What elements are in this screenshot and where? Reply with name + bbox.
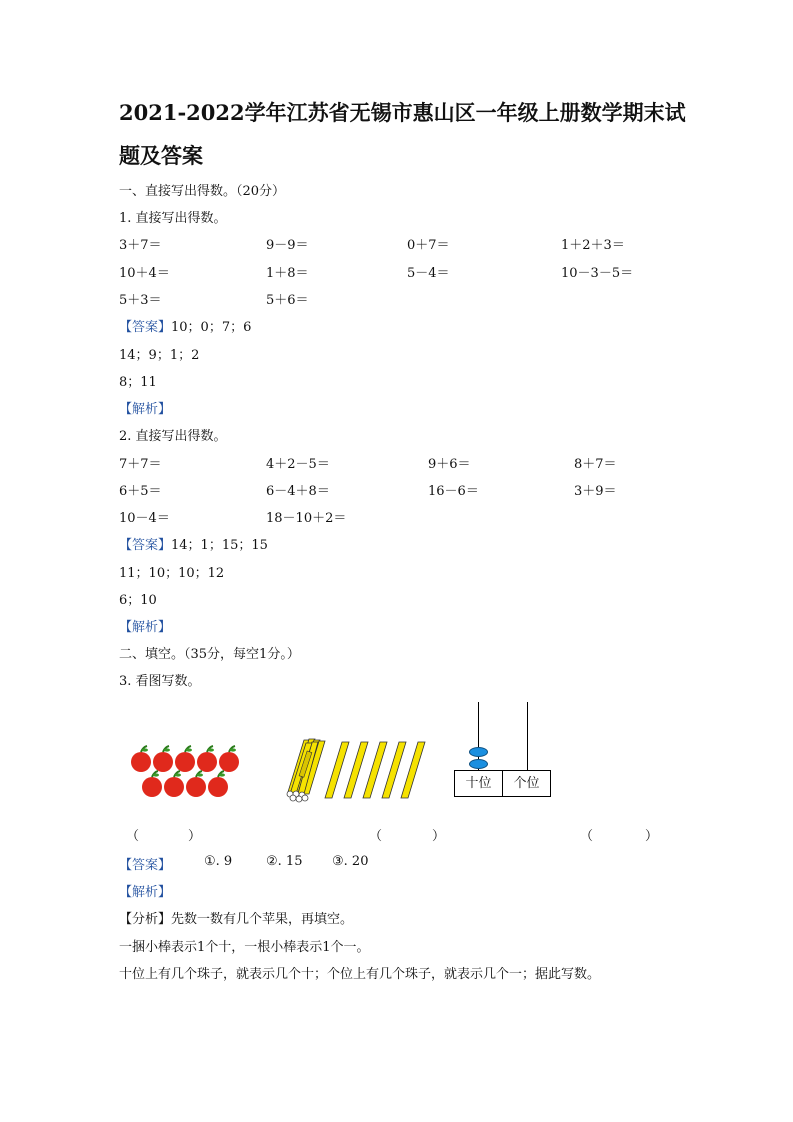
analysis-tag: 【解析】 [119,620,172,635]
q2-item: 10－4＝ [119,511,170,526]
analysis-tag: 【解析】 [119,402,172,417]
apple-icon [164,771,184,797]
page-title: 2021-2022学年江苏省无锡市惠山区一年级上册数学期末试 [119,100,686,125]
answer-tag: 【答案】 [119,538,172,553]
answer-item: ②. 15 [266,854,303,869]
single-stick-icon [344,742,368,798]
q2-item: 18－10＋2＝ [266,511,347,526]
apples-picture [128,746,244,802]
answer-item: ③. 20 [332,854,369,869]
q1-item: 5＋3＝ [119,293,162,308]
page-title-line2: 题及答案 [119,143,203,168]
analysis-line: 十位上有几个珠子，就表示几个十；个位上有几个珠子，就表示几个一；据此写数。 [119,967,601,982]
q1-item: 3＋7＝ [119,238,162,253]
q1-item: 9－9＝ [266,238,309,253]
stick-bundle-icon [287,739,325,802]
blank-close: ） [432,829,446,844]
ones-rod [527,702,528,770]
answer-line: 14；1；15；15 [171,538,268,553]
answer-line: 8；11 [119,375,157,390]
bead-icon [469,747,488,757]
q1-item: 1＋8＝ [266,266,309,281]
ones-label: 个位 [513,776,540,791]
q2-item: 8＋7＝ [574,457,617,472]
section-1-heading: 一、直接写出得数。（20分） [119,184,286,199]
q2-item: 9＋6＝ [428,457,471,472]
q1-answer [119,316,251,335]
question-2-label: 2. 直接写出得数。 [119,429,227,444]
analysis-tag: 【解析】 [119,885,172,900]
blank-open: （ [126,829,140,844]
q2-item: 6＋5＝ [119,484,162,499]
section-2-heading: 二、填空。（35分，每空1分。） [119,647,300,662]
q1-item: 5－4＝ [407,266,450,281]
answer-item: ①. 9 [204,854,233,869]
apple-icon [208,771,228,797]
question-1-label: 1. 直接写出得数。 [119,211,227,226]
q2-answer [119,534,268,553]
answer-line: 14；9；1；2 [119,348,200,363]
q2-item: 4＋2－5＝ [266,457,330,472]
q2-item: 7＋7＝ [119,457,162,472]
single-stick-icon [325,742,349,798]
q2-item: 3＋9＝ [574,484,617,499]
single-stick-icon [363,742,387,798]
question-3-label: 3. 看图写数。 [119,674,201,689]
blank-close: ） [645,829,659,844]
apple-icon [197,746,217,772]
q1-item: 0＋7＝ [407,238,450,253]
analysis-line: 【分析】先数一数有几个苹果，再填空。 [119,912,354,927]
apple-icon [186,771,206,797]
q1-item: 10－3－5＝ [561,266,634,281]
answer-line: 6；10 [119,593,157,608]
apple-icon [142,771,162,797]
q1-item: 1＋2＋3＝ [561,238,625,253]
q2-item: 16－6＝ [428,484,479,499]
tens-label: 十位 [455,771,503,796]
blank-close: ） [188,829,202,844]
sticks-picture [282,736,422,802]
q1-item: 10＋4＝ [119,266,170,281]
apple-icon [219,746,239,772]
single-stick-icon [401,742,425,798]
apple-icon [175,746,195,772]
analysis-line: 一捆小棒表示1个十，一根小棒表示1个一。 [119,940,370,955]
blank-open: （ [369,829,383,844]
answer-tag: 【答案】 [119,320,172,335]
single-stick-icon [382,742,406,798]
answer-tag: 【答案】 [119,858,172,873]
answer-line: 11；10；10；12 [119,566,225,581]
apple-icon [131,746,151,772]
answer-line: 10；0；7；6 [171,320,252,335]
bead-icon [469,759,488,769]
place-value-box [454,770,551,797]
apple-icon [153,746,173,772]
blank-open: （ [580,829,594,844]
abacus [453,702,553,798]
q1-item: 5＋6＝ [266,293,309,308]
q2-item: 6－4＋8＝ [266,484,330,499]
